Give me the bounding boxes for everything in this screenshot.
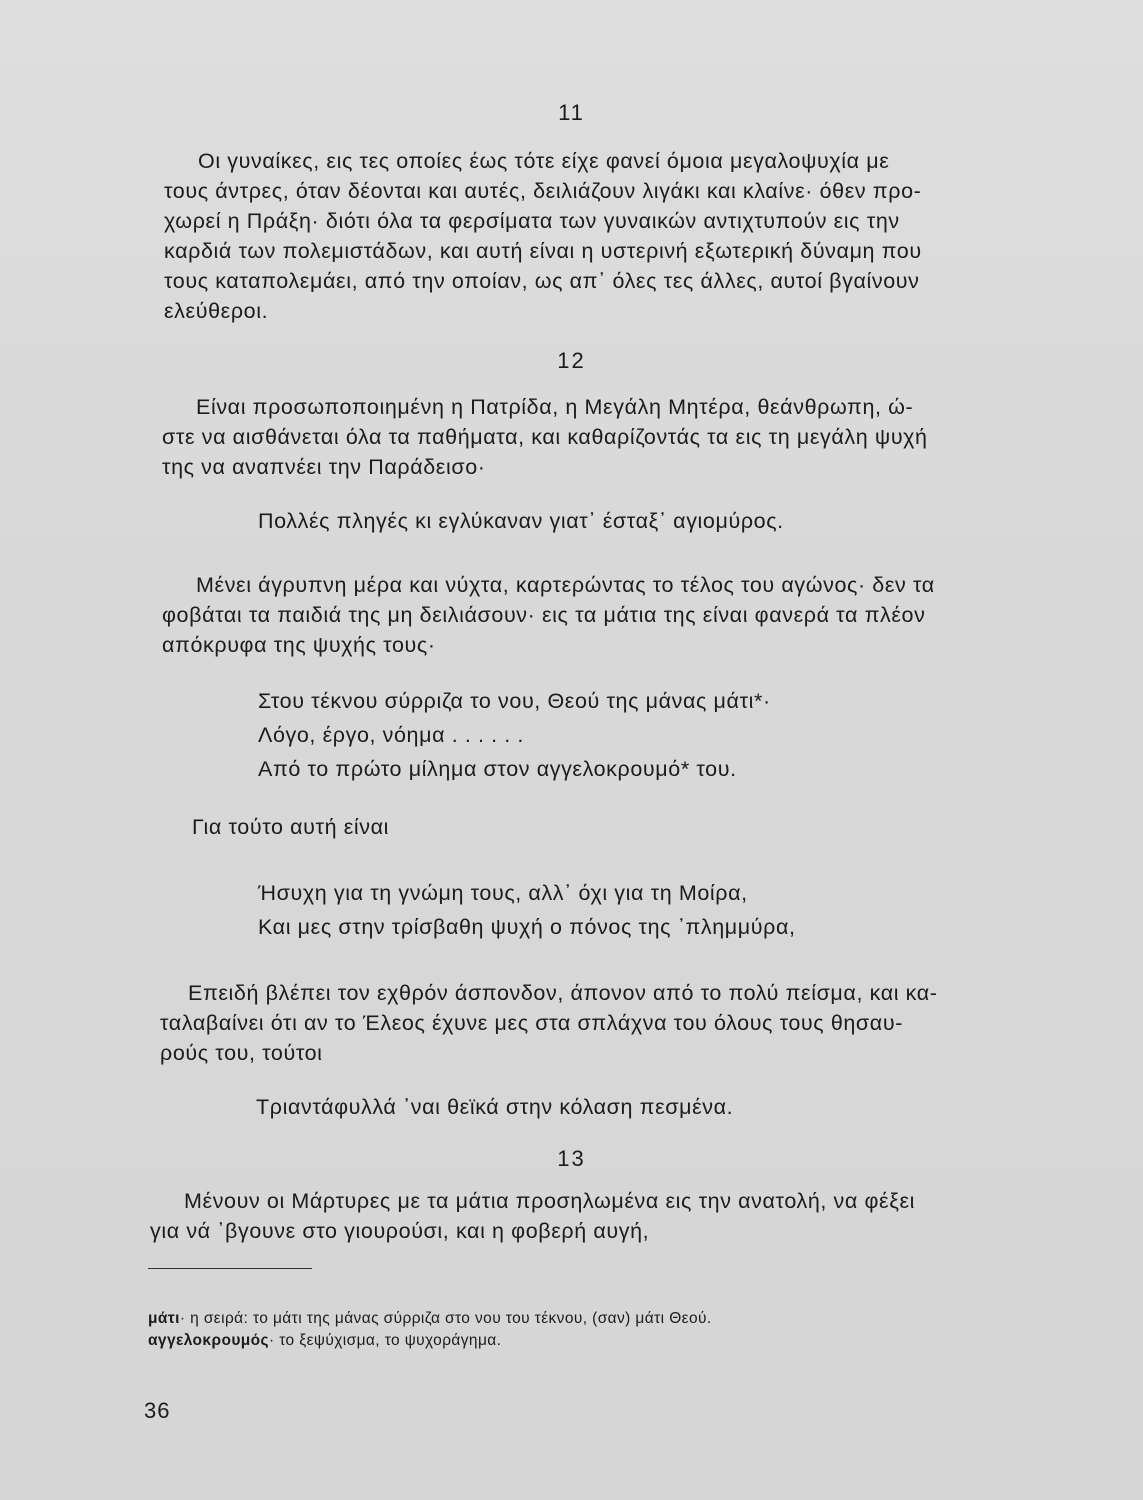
section-number-13: 13 — [557, 1146, 586, 1171]
text-line: Είναι προσωποποιημένη η Πατρίδα, η Μεγάλη Μητέρα, θεάνθρωπη, ώ- — [196, 395, 914, 419]
section-number-11: 11 — [558, 100, 585, 125]
page-number: 36 — [144, 1398, 171, 1423]
footnote-text: · το ξεψύχισμα, το ψυχοράγημα. — [268, 1332, 502, 1349]
footnote-separator — [148, 1268, 312, 1269]
verse-quote-4 — [256, 1090, 733, 1124]
text-line: τους άντρες, όταν δέονται και αυτές, δειλιάζουν λιγάκι και κλαίνε· όθεν προ- — [164, 179, 922, 203]
section-12-paragraph-3 — [192, 812, 389, 842]
text-line: Μένουν οι Μάρτυρες με τα μάτια προσηλωμένα εις την ανατολή, να φέξει — [184, 1189, 916, 1213]
text-line: Μένει άγρυπνη μέρα και νύχτα, καρτερώντας το τέλος του αγώνος· δεν τα — [196, 573, 935, 597]
footnote-2 — [148, 1330, 501, 1352]
section-12-paragraph-1 — [162, 392, 1012, 482]
section-12-paragraph-4 — [160, 978, 1012, 1068]
section-12-paragraph-2 — [162, 570, 1012, 660]
text-line: ρούς του, τούτοι — [160, 1041, 323, 1065]
text-line: για νά ᾽βγουνε στο γιουρούσι, και η φοβερή αυγή, — [150, 1219, 650, 1243]
text-line: ελεύθεροι. — [164, 299, 269, 323]
footnote-term: μάτι — [148, 1310, 180, 1327]
verse-quote-2 — [258, 684, 771, 786]
text-line: τους καταπολεμάει, από την οποίαν, ως απ᾽ όλες τες άλλες, αυτοί βγαίνουν — [164, 269, 920, 293]
text-line: ταλαβαίνει ότι αν το Έλεος έχυνε μες στα σπλάχνα του όλους τους θησαυ- — [160, 1011, 903, 1035]
verse-line: Πολλές πληγές κι εγλύκαναν γιατ᾽ έσταξ᾽ αγιομύρος. — [258, 509, 784, 533]
section-13-paragraph — [150, 1186, 1012, 1246]
text-line: φοβάται τα παιδιά της μη δειλιάσουν· εις τα μάτια της είναι φανερά τα πλέον — [162, 603, 926, 627]
text-line: Για τούτο αυτή είναι — [192, 815, 390, 839]
text-line: Οι γυναίκες, εις τες οποίες έως τότε είχε φανεί όμοια μεγαλοψυχία με — [198, 149, 890, 173]
verse-quote-3 — [258, 876, 796, 944]
footnote-term: αγγελοκρουμός — [148, 1332, 269, 1349]
text-line: στε να αισθάνεται όλα τα παθήματα, και καθαρίζοντάς τα εις τη μεγάλη ψυχή — [162, 425, 928, 449]
text-line: χωρεί η Πράξη· διότι όλα τα φερσίματα των γυναικών αντιχτυπούν εις την — [164, 209, 900, 233]
section-11-paragraph — [164, 146, 1012, 326]
text-line: απόκρυφα της ψυχής τους· — [162, 633, 436, 657]
text-line: καρδιά των πολεμιστάδων, και αυτή είναι η υστερινή εξωτερική δύναμη που — [164, 239, 922, 263]
verse-line: Στου τέκνου σύρριζα το νου, Θεού της μάνας μάτι*· — [258, 689, 771, 713]
footnote-1 — [148, 1308, 712, 1330]
footnote-text: · η σειρά: το μάτι της μάνας σύρριζα στο νου του τέκνου, (σαν) μάτι Θεού. — [179, 1310, 712, 1327]
verse-line: Τριαντάφυλλά ᾽ναι θεϊκά στην κόλαση πεσμένα. — [256, 1095, 734, 1119]
verse-line: Και μες στην τρίσβαθη ψυχή ο πόνος της ᾽πλημμύρα, — [258, 915, 796, 939]
verse-line: Ήσυχη για τη γνώμη τους, αλλ᾽ όχι για τη Μοίρα, — [258, 881, 748, 905]
verse-line: Λόγο, έργο, νόημα . . . . . . — [258, 723, 525, 747]
verse-quote-1 — [258, 504, 784, 538]
text-line: Επειδή βλέπει τον εχθρόν άσπονδον, άπονον από το πολύ πείσμα, και κα- — [188, 981, 938, 1005]
verse-line: Από το πρώτο μίλημα στον αγγελοκρουμό* του. — [258, 757, 737, 781]
text-line: της να αναπνέει την Παράδεισο· — [162, 455, 486, 479]
section-number-12: 12 — [557, 348, 586, 373]
